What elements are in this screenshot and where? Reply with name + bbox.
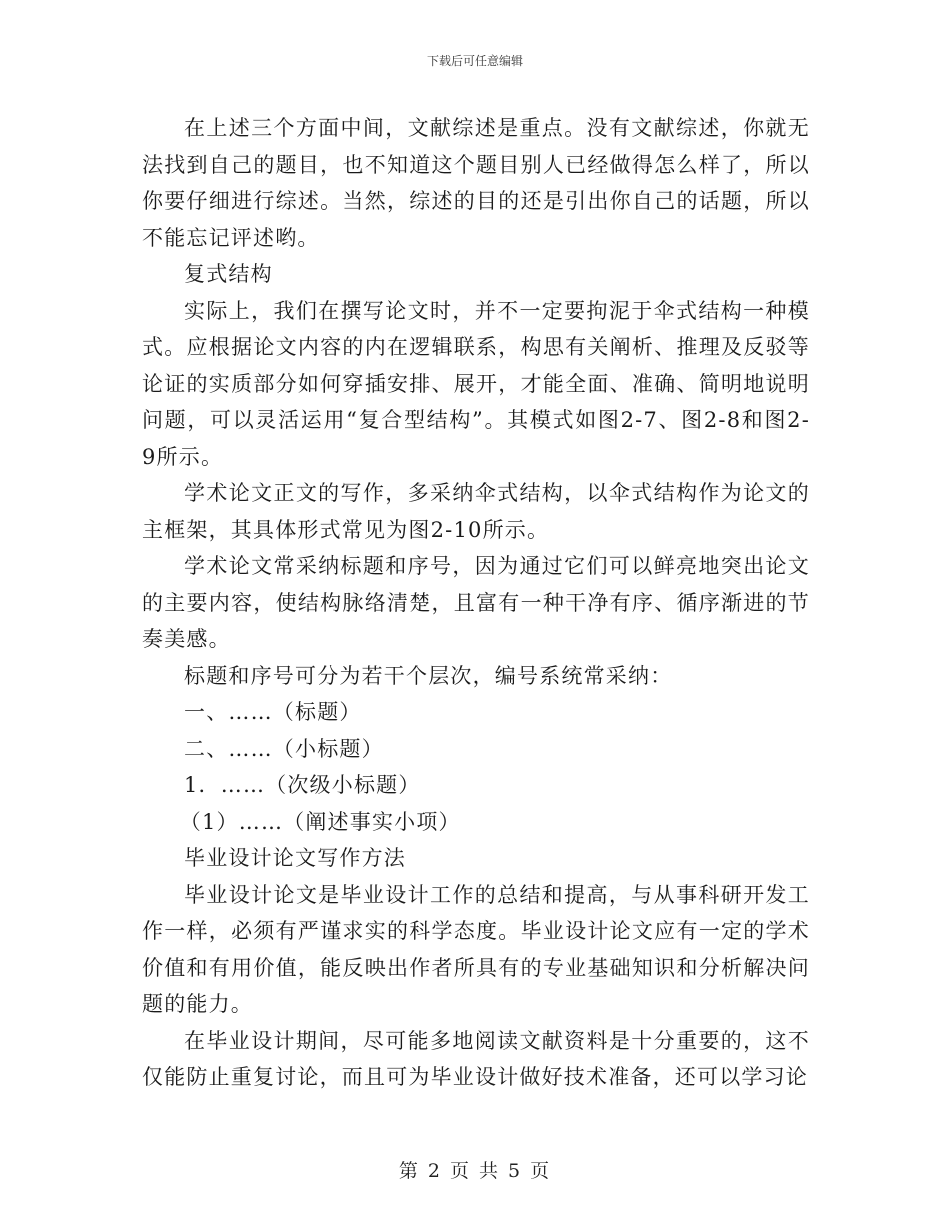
paragraph-thesis-summary: 毕业设计论文是毕业设计工作的总结和提高，与从事科研开发工作一样，必须有严谨求实的科学态度。毕业设计论文应有一定的学术价值和有用价值，能反映出作者所具有的专业基础知识和分析解决问题的能力。 [142,882,810,1016]
page-footer: 第 2 页 共 5 页 [398,1160,552,1182]
numbering-level-3: 1．……（次级小标题） [184,773,421,797]
page-header: 下载后可任意编辑 [426,54,523,68]
paragraph-headings-numbering: 学术论文常采纳标题和序号，因为通过它们可以鲜亮地突出论文的主要内容，使结构脉络清楚，且富有一种干净有序、循序渐进的节奏美感。 [142,554,810,651]
paragraph-compound-structure: 实际上，我们在撰写论文时，并不一定要拘泥于伞式结构一种模式。应根据论文内容的内在逻辑联系，构思有关阐析、推理及反驳等论证的实质部分如何穿插安排、展开，才能全面、准确、简明地说明问题，可以灵活运用“复合型结构”。其模式如图2-7、图2-8和图2-9所示。 [142,298,810,469]
paragraph-literature-review: 在上述三个方面中间，文献综述是重点。没有文献综述，你就无法找到自己的题目，也不知道这个题目别人已经做得怎么样了，所以你要仔细进行综述。当然，综述的目的还是引出你自己的话题，所以不能忘记评述哟。 [142,116,810,250]
section-heading-thesis-writing: 毕业设计论文写作方法 [184,846,406,870]
section-heading-compound-structure: 复式结构 [184,262,273,286]
paragraph-umbrella-structure: 学术论文正文的写作，多采纳伞式结构，以伞式结构作为论文的主框架，其具体形式常见为图2-10所示。 [142,481,810,542]
numbering-level-2: 二、……（小标题） [184,736,384,761]
numbering-level-1: 一、……（标题） [184,700,362,724]
paragraph-numbering-levels: 标题和序号可分为若干个层次，编号系统常采纳： [184,663,673,688]
numbering-level-4: （1）……（阐述事实小项） [179,809,461,834]
document-body [142,110,810,1096]
paragraph-reading-literature: 在毕业设计期间，尽可能多地阅读文献资料是十分重要的，这不仅能防止重复讨论，而且可为毕业设计做好技术准备，还可以学习论 [142,1028,810,1089]
